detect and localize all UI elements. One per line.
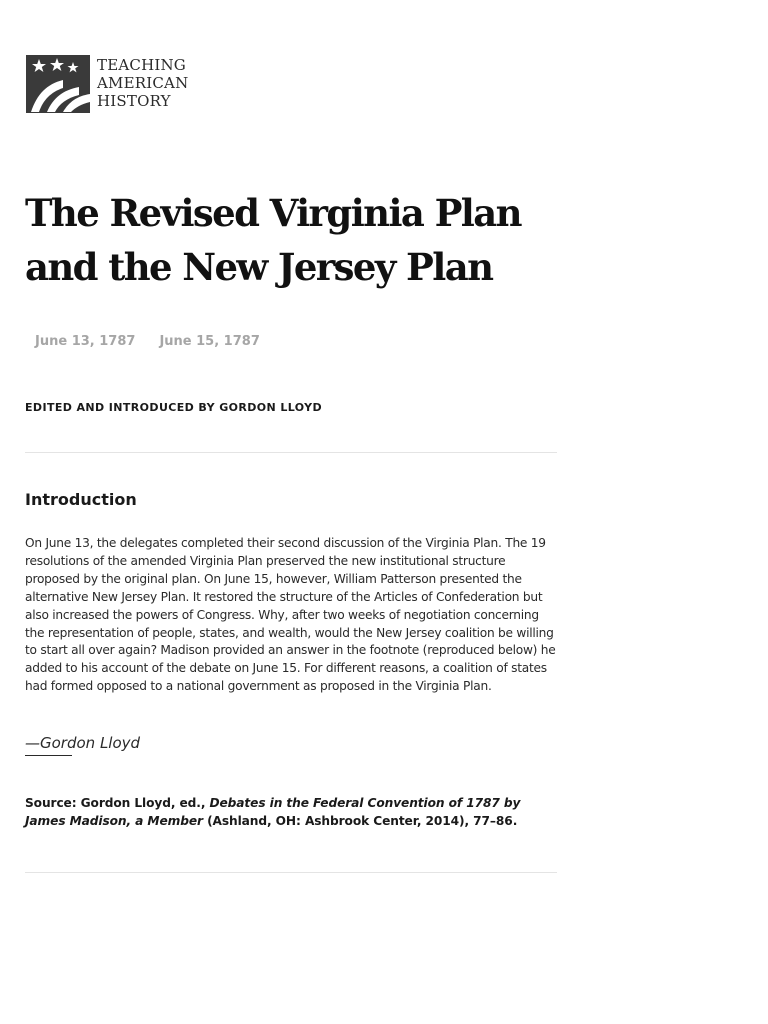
logo-line-3: HISTORY — [97, 92, 171, 110]
teaching-american-history-logo-icon — [25, 54, 93, 114]
site-logo[interactable] — [25, 54, 188, 114]
source-lead: Source: Gordon Lloyd, ed., — [25, 796, 210, 810]
date-end: June 15, 1787 — [159, 334, 260, 349]
date-start: June 13, 1787 — [35, 334, 136, 349]
logo-wordmark — [97, 56, 188, 110]
signature-underline — [25, 755, 72, 756]
editor-credit: EDITED AND INTRODUCED BY GORDON LLOYD — [25, 401, 323, 414]
source-work-title: Debates in the Federal Convention of 1787 by James Madison, a Member — [25, 796, 521, 828]
logo-line-1: TEACHING — [97, 56, 186, 74]
introduction-body: On June 13, the delegates completed their second discussion of the Virginia Plan. The 19 resolutions of the amended Virginia Plan preserved the new institutional structure proposed by the original plan. On June 15, however, William Patterson presented the alternative New Jersey Plan. It restored the structure of the Articles of Confederation but also increased the powers of Congress. Why, after two weeks of negotiation concerning the representation of people, states, and wealth, would the New Jersey coalition be willing to start all over again? Madison provided an answer in the footnote (reproduced below) he added to his account of the debate on June 15. For different reasons, a coalition of states had formed opposed to a national government as proposed in the Virginia Plan. — [25, 536, 556, 694]
logo-line-2: AMERICAN — [97, 74, 189, 92]
document-dates — [35, 334, 260, 349]
page-title: The Revised Virginia Plan and the New Jersey Plan — [25, 191, 521, 289]
divider-top — [25, 452, 557, 453]
source-citation — [25, 794, 557, 830]
introduction-heading: Introduction — [25, 490, 137, 509]
author-signature: —Gordon Lloyd — [25, 734, 141, 752]
source-tail: (Ashland, OH: Ashbrook Center, 2014), 77–86. — [202, 814, 518, 828]
divider-bottom — [25, 872, 557, 873]
